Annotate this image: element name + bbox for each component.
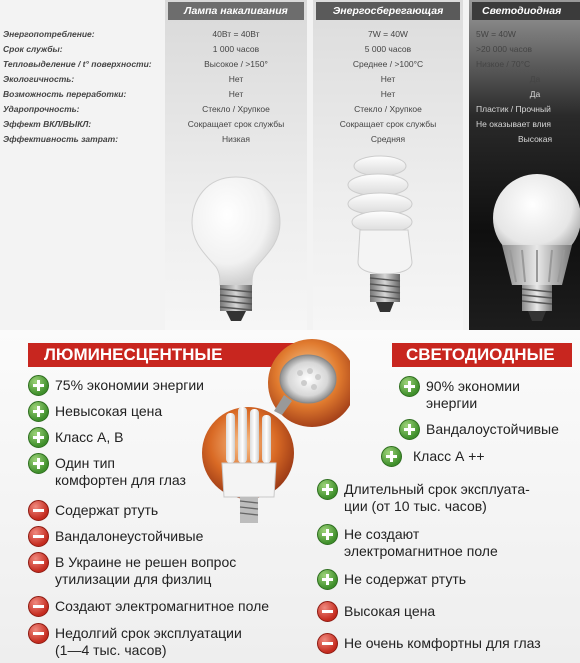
header-led: Светодиодная — [472, 2, 580, 20]
item-text: Содержат ртуть — [55, 502, 159, 518]
item-text: Недолгий срок эксплуатации (1—4 тыс. часов) — [55, 625, 242, 658]
cell-lifetime-energy-saving: 5 000 часов — [364, 44, 412, 54]
cell-power-incandescent: 40Вт = 40Вт — [212, 29, 260, 39]
fluorescent-con-item — [28, 528, 203, 547]
cell-power-energy-saving: 7W = 40W — [368, 29, 408, 39]
plus-icon — [317, 479, 338, 500]
cell-heat-incandescent: Высокое / >150° — [204, 59, 268, 69]
item-text: Вандалоустойчивые — [426, 421, 559, 437]
led-pro-item — [381, 448, 485, 467]
led-bulb-image — [492, 170, 580, 325]
cell-impact-energy-saving: Стекло / Хрупкое — [354, 104, 422, 114]
cell-eco-energy-saving: Нет — [380, 74, 396, 84]
plus-icon — [317, 569, 338, 590]
cell-cost-energy-saving: Средняя — [370, 134, 406, 144]
cell-lifetime-incandescent: 1 000 часов — [212, 44, 260, 54]
cell-heat-energy-saving: Среднее / >100°C — [352, 59, 424, 69]
item-text: Высокая цена — [344, 603, 436, 619]
row-label-recycling: Возможность переработки: — [3, 89, 127, 99]
minus-icon — [28, 500, 49, 521]
cell-on-off-led: Не оказывает влия — [476, 119, 551, 129]
row-label-impact: Ударопрочность: — [3, 104, 80, 114]
cell-eco-incandescent: Нет — [228, 74, 244, 84]
fluorescent-pro-item — [28, 455, 186, 489]
minus-icon — [28, 596, 49, 617]
cell-power-led: 5W = 40W — [476, 29, 516, 39]
item-text: 90% экономии энергии — [426, 378, 520, 411]
item-text: Не создают электромагнитное поле — [344, 526, 498, 559]
cell-recycling-led: Да — [529, 89, 541, 99]
led-pro-item — [399, 378, 520, 412]
item-text: Класс А ++ — [413, 448, 485, 464]
cell-impact-led: Пластик / Прочный — [476, 104, 551, 114]
header-energy-saving: Энергосберегающая — [316, 2, 460, 20]
cell-on-off-incandescent: Сокращает срок службы — [187, 119, 285, 129]
item-text: Невысокая цена — [55, 403, 163, 419]
cell-eco-led: Да — [529, 74, 541, 84]
cell-heat-led: Низкое / 70°C — [476, 59, 531, 69]
fluorescent-title-bar: ЛЮМИНЕСЦЕНТНЫЕ — [28, 343, 298, 367]
led-pro-item — [317, 526, 498, 560]
cell-recycling-energy-saving: Нет — [380, 89, 396, 99]
fluorescent-con-item — [28, 625, 242, 659]
plus-icon — [28, 401, 49, 422]
item-text: Длительный срок эксплуата- ции (от 10 тыс. часов) — [344, 481, 530, 514]
plus-icon — [28, 375, 49, 396]
row-label-power: Энергопотребление: — [3, 29, 95, 39]
row-label-cost-efficiency: Эффективность затрат: — [3, 134, 119, 144]
plus-icon — [381, 446, 402, 467]
cell-cost-led: Высокая — [517, 134, 553, 144]
cell-recycling-incandescent: Нет — [228, 89, 244, 99]
plus-icon — [399, 376, 420, 397]
minus-icon — [28, 552, 49, 573]
led-pro-item — [317, 481, 530, 515]
cell-cost-incandescent: Низкая — [221, 134, 251, 144]
item-text: Не очень комфортны для глаз — [344, 635, 541, 651]
row-label-lifetime: Срок службы: — [3, 44, 63, 54]
fluorescent-pro-item — [28, 429, 123, 448]
led-pro-item — [399, 421, 559, 440]
fluorescent-pro-item — [28, 403, 162, 422]
item-text: Не содержат ртуть — [344, 571, 467, 587]
row-label-eco: Экологичность: — [3, 74, 75, 84]
cell-lifetime-led: >20 000 часов — [476, 44, 533, 54]
minus-icon — [28, 526, 49, 547]
item-text: В Украине не решен вопрос утилизации для физлиц — [55, 554, 237, 587]
fluorescent-con-item — [28, 554, 236, 588]
led-con-item — [317, 635, 541, 654]
plus-icon — [28, 453, 49, 474]
led-con-item — [317, 603, 435, 622]
cfl-spiral-bulb-image — [340, 152, 430, 327]
comparison-table — [0, 0, 580, 330]
led-pro-item — [317, 571, 466, 590]
incandescent-bulb-image — [186, 175, 286, 325]
minus-icon — [317, 601, 338, 622]
item-text: Один тип комфортен для глаз — [55, 455, 186, 488]
item-text: Вандалонеустойчивые — [55, 528, 204, 544]
item-text: Создают электромагнитное поле — [55, 598, 270, 614]
header-incandescent: Лампа накаливания — [168, 2, 304, 20]
fluorescent-pro-item — [28, 377, 204, 396]
plus-icon — [399, 419, 420, 440]
item-text: Класс А, В — [55, 429, 124, 445]
item-text: 75% экономии энергии — [55, 377, 204, 393]
led-title-bar: СВЕТОДИОДНЫЕ — [392, 343, 572, 367]
plus-icon — [317, 524, 338, 545]
cell-impact-incandescent: Стекло / Хрупкое — [202, 104, 270, 114]
row-label-on-off: Эффект ВКЛ/ВЫКЛ: — [3, 119, 92, 129]
minus-icon — [317, 633, 338, 654]
row-label-heat: Тепловыделение / t° поверхности: — [3, 59, 152, 69]
fluorescent-con-item — [28, 502, 158, 521]
fluorescent-con-item — [28, 598, 269, 617]
cell-on-off-energy-saving: Сокращает срок службы — [339, 119, 437, 129]
plus-icon — [28, 427, 49, 448]
minus-icon — [28, 623, 49, 644]
